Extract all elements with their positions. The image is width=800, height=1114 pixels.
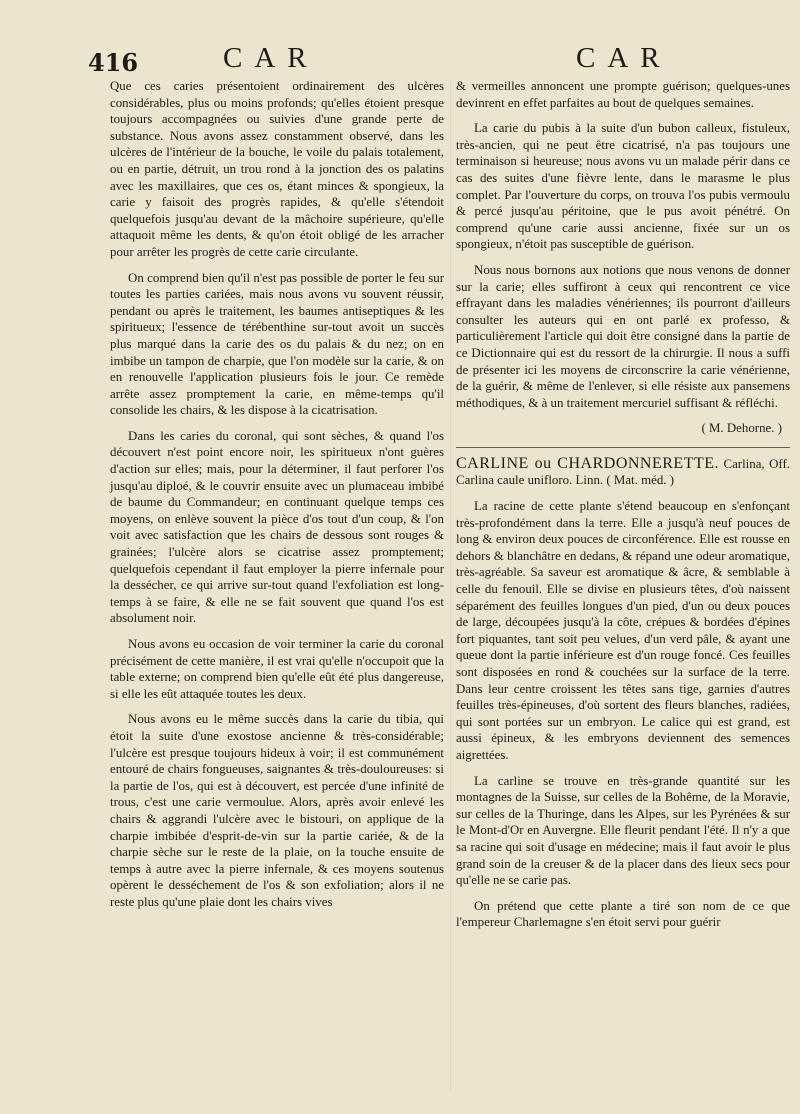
right-running-head: CAR — [576, 42, 672, 74]
paragraph: Nous avons eu le même succès dans la carie du tibia, qui étoit la suite d'une exostose ancienne & très-considérable; l'ulcère est presque toujours hideux à voir; il est communément entouré de chairs fongueuses, saignantes & très-douloureuses: si la partie de l'os, qui est à découvert, est percée d'une infinité de trous, c'est une carie vermoulue. Alors, après avoir enlevé les chairs & aggrandi l'ulcère avec le bistouri, on applique de la charpie imbibée d'esprit-de-vin sur la partie cariée, & de la charpie sèche sur le reste de la plaie, on la touche ensuite de temps à autre avec la pierre infernale, & ces moyens soutenus opèrent le desséchement de l'os & son exfoliation; alors il ne reste plus qu'une plaie dont les chairs vives — [110, 712, 444, 909]
paragraph: On prétend que cette plante a tiré son nom de ce que l'empereur Charlemagne s'en étoit servi pour guérir — [456, 898, 790, 930]
paragraph: La racine de cette plante s'étend beaucoup en s'enfonçant très-profondément dans la terre. Elle a jusqu'à neuf pouces de long & environ deux pouces de circonférence. Elle est rousse en dehors & blanchâtre en dedans, & répand une odeur aromatique, très-agréable. Sa saveur est aromatique & âcre, & semblable à celle du fenouil. Elle se divise en plusieurs têtes, d'où naissent séparément des feuilles longues d'un pied, d'un ou deux pouces de large, découpées jusqu'à la côte, crépues & bordées d'épines fort piquantes, tant soit peu velues, d'un verd pâle, & ayant une queue dont la partie inférieure est d'un rouge foncé. Ces feuilles sont disposées en rond & couchées sur la surface de la terre. Dans leur centre croissent les têtes sans tige, garnies d'autres feuilles très-épineuses, d'où sortent des fleurs blanches, radiées, qui sont portées sur un embryon. Le calice qui est grand, est aussi épineux, & les embryons deviennent des semences aigrettées. — [456, 499, 790, 762]
author-signature: ( M. Dehorne. ) — [701, 421, 782, 436]
paragraph: La carie du pubis à la suite d'un bubon calleux, fistuleux, très-ancien, qui ne peut être cicatrisé, n'a pas toujours une terminaison si heureuse; nous avons vu un malade périr dans ce cas des suites d'une fièvre lente, dans le marasme le plus complet. Par l'ouverture du corps, on trouva l'os pubis vermoulu & percé jusqu'au péritoine, que le pus avoit pénétré. On comprend qu'une carie aussi ancienne, fixée sur un os spongieux, n'étoit pas susceptible de guérison. — [456, 121, 790, 252]
entry-term: CARLINE ou CHARDONNERETTE. — [456, 454, 720, 472]
page-number: 416 — [88, 48, 139, 77]
page-header — [88, 42, 790, 82]
left-running-head: CAR — [223, 42, 319, 74]
paragraph: Nous avons eu occasion de voir terminer la carie du coronal précisément de cette manière, il est vrai qu'elle n'occupoit que la table externe; on comprend bien qu'elle eût été plus dangereuse, si elle les eût attaquée toutes les deux. — [110, 637, 444, 701]
left-column — [110, 78, 444, 920]
right-column — [456, 78, 790, 940]
paragraph: On comprend bien qu'il n'est pas possible de porter le feu sur toutes les parties cariées, mais nous avons vu souvent réussir, pendant ou après le traitement, les baumes antiseptiques & les spiritueux; l'essence de térébenthine sur-tout avoit un succès plus marqué dans la carie des os du palais & du nez; on en imbibe un tampon de charpie, que l'on modèle sur la carie, & on en renouvelle l'application plusieurs fois le jour. Ce remède arrête assez promptement la carie, en même-temps qu'il consolide les chairs, & les dispose à la cicatrisation. — [110, 270, 444, 418]
paragraph: La carline se trouve en très-grande quantité sur les montagnes de la Suisse, sur celles de la Bohême, de la Moravie, sur celles de la Thuringe, dans les Alpes, sur les Pyrénées & sur le Mont-d'Or en Auvergne. Elle fleurit pendant l'été. Il n'y a que sa racine qui soit d'usage en médecine; mais il faut avoir le plus grand soin de la creuser & de la placer dans des lieux secs pour qu'elle ne se carie pas. — [456, 773, 790, 888]
column-gutter — [450, 80, 451, 1090]
entry-heading — [456, 456, 790, 489]
entry-latin-name: Carlina, Off. Carlina caule unifloro. Linn. ( Mat. méd. ) — [456, 456, 790, 488]
paragraph: Dans les caries du coronal, qui sont sèches, & quand l'os découvert n'est point encore noir, les spiritueux n'ont guères d'action sur elles; mais, pour la déterminer, il faut perforer l'os jusqu'au diploé, & le couvrir ensuite avec un plumaceau imbibé de baume du Commandeur; en continuant quelque temps ces moyens, on enlève souvent la pièce d'os tout d'un coup, & l'on voit avec satisfaction que les chairs de dessous sont rouges & grainées; l'ulcère alors se cicatrise assez promptement; quelquefois cependant il faut employer la pierre infernale pour la dessécher, ce qui arrive sur-tout quand l'exfoliation est long-temps à se faire, & elle ne se fait souvent que quand l'os est absolument noir. — [110, 428, 444, 626]
paragraph-continuation: & vermeilles annoncent une prompte guérison; quelques-unes devinrent en effet parfaites au bout de quelques semaines. — [456, 79, 790, 110]
paragraph: Nous nous bornons aux notions que nous venons de donner sur la carie; elles suffiront à ceux qui rencontrent ce vice effrayant dans les maladies vénériennes; ils pourront d'ailleurs consulter les auteurs qui en ont parlé ex professo, & particulièrement l'article qui doit être consigné dans la partie de ce Dictionnaire qui est du ressort de la chirurgie. Il nous a suffi de présenter ici les moyens de circonscrire la carie vénérienne, de la guérir, & même de l'enlever, si elle résiste aux pansemens méthodiques, & à un traitement mercuriel suffisant & réfléchi. — [456, 262, 790, 410]
paragraph: Que ces caries présentoient ordinairement des ulcères considérables, plus ou moins profonds; qu'elles étoient presque toujours accompagnées ou suivies d'une grande perte de substance. Nous avons assez constamment observé, dans les ulcères de l'intérieur de la bouche, le voile du palais totalement, ou en partie, détruit, un trou rond à la jonction des os palatins avec les maxillaires, que ces os, étant minces & spongieux, la carie y faisoit des progrès rapides, & qu'elle s'étendoit quelquefois jusqu'au devant de la mâchoire supérieure, qu'elle attaquoit même les dents, & qu'on étoit obligé de les arracher pour arrêter les progrès de cette carie circulante. — [110, 79, 444, 259]
entry-divider — [456, 447, 790, 448]
